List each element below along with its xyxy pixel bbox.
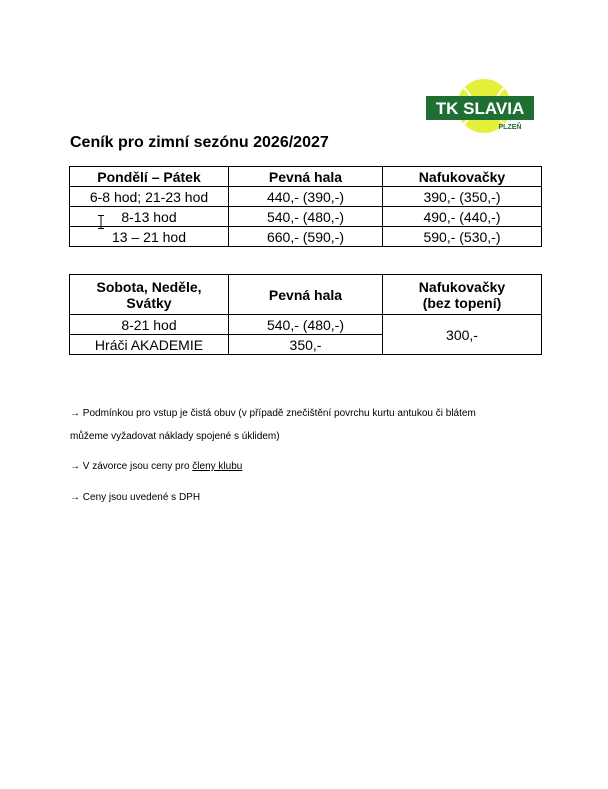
- note-footwear: [70, 407, 550, 443]
- weekday-price-table: [69, 166, 542, 247]
- table-row: [70, 315, 542, 335]
- text-cursor-icon: [98, 215, 104, 229]
- cell-time: 8-21 hod: [70, 315, 229, 335]
- cell-hall-price: 540,- (480,-): [229, 207, 383, 227]
- cell-hall-price: 660,- (590,-): [229, 227, 383, 247]
- table-row: [70, 187, 542, 207]
- cell-academy-price: 350,-: [229, 335, 383, 355]
- table-row: [70, 227, 542, 247]
- column-header-hall: Pevná hala: [229, 167, 383, 187]
- column-header-inflatable: Nafukovačky: [383, 167, 542, 187]
- club-logo: [426, 78, 534, 134]
- logo-text: TK SLAVIA: [435, 99, 525, 118]
- table-header-row: [70, 275, 542, 315]
- cell-time: 13 – 21 hod: [70, 227, 229, 247]
- cell-time: 6-8 hod; 21-23 hod: [70, 187, 229, 207]
- page-title: Ceník pro zimní sezónu 2026/2027: [70, 134, 329, 151]
- header-day-line2: Svátky: [126, 294, 172, 311]
- header-inflatable-line2: (bez topení): [422, 294, 502, 311]
- note-footwear-line2: můžeme vyžadovat náklady spojené s úklidem): [70, 431, 280, 442]
- arrow-icon: →: [70, 492, 80, 503]
- cell-hall-price: 540,- (480,-): [229, 315, 383, 335]
- table-header-row: [70, 167, 542, 187]
- cell-inflatable-price: 390,- (350,-): [383, 187, 542, 207]
- column-header-hall: Pevná hala: [229, 275, 383, 315]
- cell-inflatable-price: 590,- (530,-): [383, 227, 542, 247]
- cell-time: 8-13 hod: [70, 207, 229, 227]
- cell-academy-label: Hráči AKADEMIE: [70, 335, 229, 355]
- arrow-icon: →: [70, 408, 80, 419]
- weekend-price-table: [69, 274, 542, 355]
- club-members-link[interactable]: členy klubu: [192, 461, 243, 472]
- header-day-line1: Sobota, Neděle,: [96, 278, 202, 295]
- column-header-day: [70, 275, 229, 315]
- table-row: [70, 207, 542, 227]
- note-footwear-line1: Podmínkou pro vstup je čistá obuv (v případě znečištění povrchu kurtu antukou či blátem: [82, 408, 476, 419]
- column-header-inflatable: [383, 275, 542, 315]
- tennis-ball-logo-icon: [426, 78, 534, 134]
- cell-inflatable-price: 490,- (440,-): [383, 207, 542, 227]
- note-vat-text: Ceny jsou uvedené s DPH: [82, 492, 201, 503]
- arrow-icon: →: [70, 461, 80, 472]
- logo-subtext: PLZEŇ: [498, 124, 522, 131]
- note-member-prefix: V závorce jsou ceny pro: [82, 461, 193, 472]
- cell-inflatable-price: 300,-: [383, 315, 542, 355]
- note-vat: [70, 491, 200, 504]
- header-inflatable-line1: Nafukovačky: [418, 278, 506, 295]
- column-header-day: Pondělí – Pátek: [70, 167, 229, 187]
- note-member-prices: [70, 460, 242, 473]
- cell-hall-price: 440,- (390,-): [229, 187, 383, 207]
